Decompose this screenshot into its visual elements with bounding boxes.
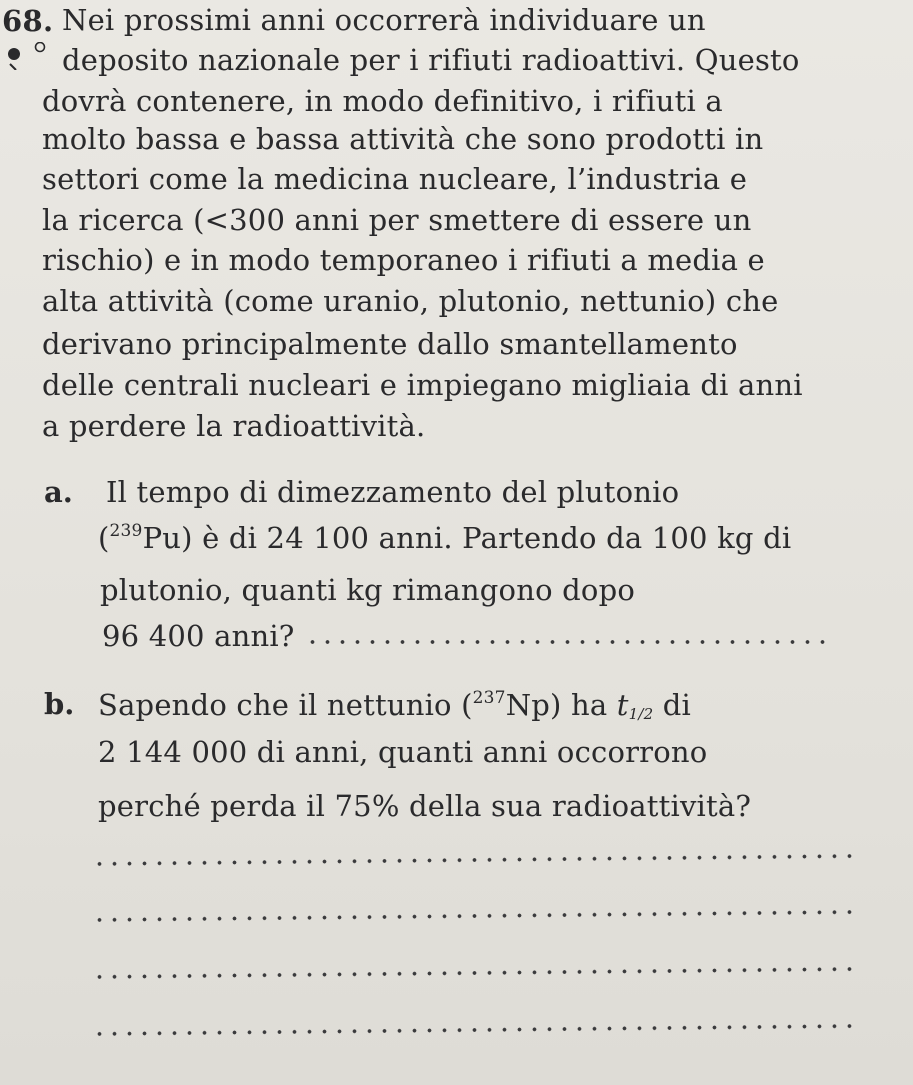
- answer-blank-a[interactable]: [305, 640, 835, 644]
- intro-line: delle centrali nucleari e impiegano migliaia di anni: [42, 368, 803, 402]
- intro-line: la ricerca (<300 anni per smettere di essere un: [42, 203, 752, 237]
- answer-blank-b-line[interactable]: [92, 967, 857, 979]
- intro-line: molto bassa e bassa attività che sono prodotti in: [42, 122, 764, 156]
- isotope-mass-number: 237: [472, 688, 506, 708]
- intro-line: dovrà contenere, in modo definitivo, i rifiuti a: [42, 84, 723, 118]
- problem-number: 68.: [2, 4, 54, 38]
- part-b-label: b.: [44, 687, 75, 721]
- part-b-text: perché perda il 75% della sua radioattività?: [98, 789, 752, 823]
- answer-blank-b-line[interactable]: [92, 910, 857, 922]
- intro-line: Nei prossimi anni occorrerà individuare un: [62, 3, 706, 37]
- answer-blank-b-line[interactable]: [92, 1024, 857, 1036]
- part-b-text: Sapendo che il nettunio ($^{237}$Np) ha $t_{1/2}$ di: [98, 688, 692, 723]
- part-a-text: 96 400 anni?: [102, 619, 295, 653]
- isotope-mass-number: 239: [109, 521, 143, 541]
- intro-line: alta attività (come uranio, plutonio, nettunio) che: [42, 284, 779, 318]
- part-a-text: ($^{239}$Pu) è di 24 100 anni. Partendo da 100 kg di: [98, 521, 792, 555]
- bullet-dots-icon: [8, 42, 48, 70]
- part-a-label: a.: [44, 475, 73, 509]
- intro-line: a perdere la radioattività.: [42, 409, 426, 443]
- intro-line: settori come la medicina nucleare, l’industria e: [42, 162, 748, 196]
- intro-line: deposito nazionale per i rifiuti radioattivi. Questo: [62, 43, 800, 77]
- part-a-text: Il tempo di dimezzamento del plutonio: [106, 475, 680, 509]
- intro-line: rischio) e in modo temporaneo i rifiuti a media e: [42, 243, 765, 277]
- intro-line: derivano principalmente dallo smantellamento: [42, 327, 738, 361]
- part-a-text: plutonio, quanti kg rimangono dopo: [100, 573, 636, 607]
- part-b-text: 2 144 000 di anni, quanti anni occorrono: [98, 735, 708, 769]
- answer-blank-b-line[interactable]: [92, 854, 857, 866]
